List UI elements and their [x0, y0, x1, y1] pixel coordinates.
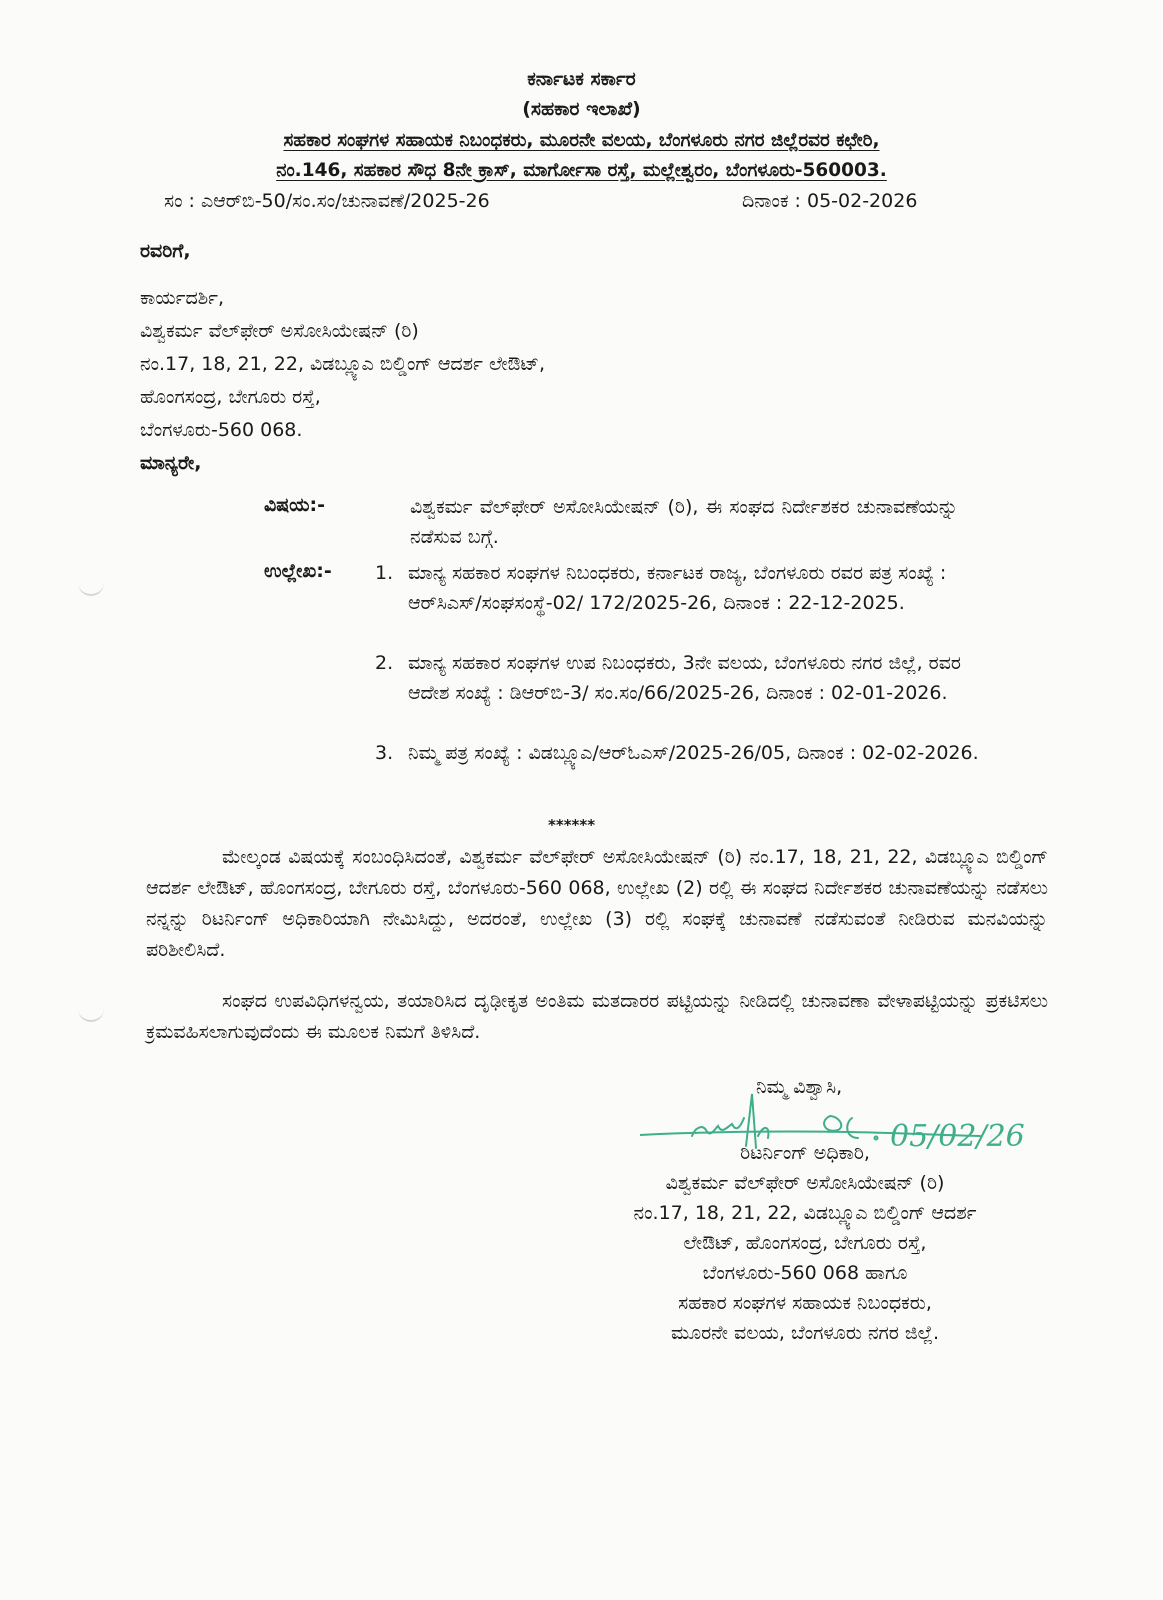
reference-number-1: 1. — [375, 562, 394, 584]
body-paragraph-1-text: ಮೇಲ್ಕಂಡ ವಿಷಯಕ್ಕೆ ಸಂಬಂಧಿಸಿದಂತೆ, ವಿಶ್ವಕರ್ಮ ವೆಲ್‌ಫೇರ್ ಅಸೋಸಿಯೇಷನ್ (ರಿ) ನಂ.17, 18, 21, 22, ವಿಡಬ್ಲ್ಯೂಎ ಬಿಲ್ಡಿಂಗ್ ಆದರ್ಶ ಲೇಔಟ್, ಹೊಂಗಸಂದ್ರ, ಬೇಗೂರು ರಸ್ತೆ, ಬೆಂಗಳೂರು-560 068, ಉಲ್ಲೇಖ (2) ರಲ್ಲಿ ಈ ಸಂಘದ ನಿರ್ದೇಶಕರ ಚುನಾವಣೆಯನ್ನು ನಡೆಸಲು ನನ್ನನ್ನು ರಿಟರ್ನಿಂಗ್ ಅಧಿಕಾರಿಯಾಗಿ ನೇಮಿಸಿದ್ದು, ಅದರಂತೆ, ಉಲ್ಲೇಖ (3) ರಲ್ಲಿ ಸಂಘಕ್ಕೆ ಚುನಾವಣೆ ನಡೆಸುವಂತೆ ನೀಡಿರುವ ಮನವಿಯನ್ನು ಪರಿಶೀಲಿಸಿದೆ. — [146, 846, 1048, 961]
signatory-line: ಬೆಂಗಳೂರು-560 068 ಹಾಗೂ — [702, 1262, 908, 1284]
to-label: ರವರಿಗೆ, — [140, 240, 191, 262]
punch-hole-mark — [78, 998, 104, 1022]
reference-text-3: ನಿಮ್ಮ ಪತ್ರ ಸಂಖ್ಯೆ : ವಿಡಬ್ಲ್ಯೂಎ/ಆರ್‌ಓಎಸ್/2025-26/05, ದಿನಾಂಕ : 02-02-2026. — [408, 742, 979, 764]
signature-date: 05/02/26 — [890, 1119, 1025, 1154]
body-paragraph-2-text: ಸಂಘದ ಉಪವಿಧಿಗಳನ್ವಯ, ತಯಾರಿಸಿದ ದೃಢೀಕೃತ ಅಂತಿಮ ಮತದಾರರ ಪಟ್ಟಿಯನ್ನು ನೀಡಿದಲ್ಲಿ ಚುನಾವಣಾ ವೇಳಾಪಟ್ಟಿಯನ್ನು ಪ್ರಕಟಿಸಲು ಕ್ರಮವಹಿಸಲಾಗುವುದೆಂದು ಈ ಮೂಲಕ ನಿಮಗೆ ತಿಳಿಸಿದೆ. — [146, 990, 1048, 1043]
addressee-block — [140, 282, 545, 447]
separator-asterisks: ****** — [548, 816, 596, 834]
letter-date: ದಿನಾಂಕ : 05-02-2026 — [742, 190, 918, 212]
header-department: (ಸಹಕಾರ ಇಲಾಖೆ) — [522, 98, 641, 120]
addressee-line: ಕಾರ್ಯದರ್ಶಿ, — [140, 287, 225, 309]
header-office: ಸಹಕಾರ ಸಂಘಗಳ ಸಹಾಯಕ ನಿಬಂಧಕರು, ಮೂರನೇ ವಲಯ, ಬೆಂಗಳೂರು ನಗರ ಜಿಲ್ಲೆರವರ ಕಛೇರಿ, — [283, 130, 880, 151]
body-paragraph-2 — [146, 986, 1048, 1048]
signatory-line: ಲೇಔಟ್, ಹೊಂಗಸಂದ್ರ, ಬೇಗೂರು ರಸ್ತೆ, — [683, 1232, 927, 1254]
addressee-line: ಬೆಂಗಳೂರು-560 068. — [140, 419, 303, 441]
reference-number-3: 3. — [375, 742, 394, 764]
signatory-block — [590, 1138, 1020, 1348]
header-government: ಕರ್ನಾಟಕ ಸರ್ಕಾರ — [527, 68, 636, 90]
reference-item — [375, 648, 985, 740]
body-paragraph-1 — [146, 842, 1048, 966]
header-address: ನಂ.146, ಸಹಕಾರ ಸೌಧ 8ನೇ ಕ್ರಾಸ್, ಮಾರ್ಗೋಸಾ ರಸ್ತೆ, ಮಲ್ಲೇಶ್ವರಂ, ಬೆಂಗಳೂರು-560003. — [276, 160, 887, 181]
addressee-line: ವಿಶ್ವಕರ್ಮ ವೆಲ್‌ಫೇರ್ ಅಸೋಸಿಯೇಷನ್ (ರಿ) — [140, 320, 419, 342]
reference-label: ಉಲ್ಲೇಖ:- — [264, 560, 332, 582]
reference-text-2: ಮಾನ್ಯ ಸಹಕಾರ ಸಂಘಗಳ ಉಪ ನಿಬಂಧಕರು, 3ನೇ ವಲಯ, ಬೆಂಗಳೂರು ನಗರ ಜಿಲ್ಲೆ, ರವರ ಆದೇಶ ಸಂಖ್ಯೆ : ಡಿಆರ್‌ಬಿ-3/ ಸಂ.ಸಂ/66/2025-26, ದಿನಾಂಕ : 02-01-2026. — [408, 652, 961, 704]
signatory-line: ವಿಶ್ವಕರ್ಮ ವೆಲ್‌ಫೇರ್ ಅಸೋಸಿಯೇಷನ್ (ರಿ) — [665, 1172, 945, 1194]
salutation: ಮಾನ್ಯರೇ, — [140, 452, 202, 474]
signatory-line: ನಂ.17, 18, 21, 22, ವಿಡಬ್ಲ್ಯೂಎ ಬಿಲ್ಡಿಂಗ್ ಆದರ್ಶ — [633, 1202, 977, 1224]
reference-number-2: 2. — [375, 652, 394, 674]
reference-text-1: ಮಾನ್ಯ ಸಹಕಾರ ಸಂಘಗಳ ನಿಬಂಧಕರು, ಕರ್ನಾಟಕ ರಾಜ್ಯ, ಬೆಂಗಳೂರು ರವರ ಪತ್ರ ಸಂಖ್ಯೆ : ಆರ್‌ಸಿಎಸ್/ಸಂಘಸಂಸ್ಥೆ-02/ 172/2025-26, ದಿನಾಂಕ : 22-12-2025. — [408, 562, 947, 614]
signatory-title: ರಿಟರ್ನಿಂಗ್ ಅಧಿಕಾರಿ, — [740, 1142, 870, 1164]
punch-hole-mark — [78, 572, 104, 596]
reference-item — [375, 558, 985, 650]
signatory-line: ಮೂರನೇ ವಲಯ, ಬೆಂಗಳೂರು ನಗರ ಜಿಲ್ಲೆ. — [670, 1322, 940, 1344]
reference-number: ಸಂ : ಎಆರ್‌ಬಿ-50/ಸಂ.ಸಂ/ಚುನಾವಣೆ/2025-26 — [164, 190, 490, 212]
reference-item — [375, 738, 985, 800]
closing: ನಿಮ್ಮ ವಿಶ್ವಾಸಿ, — [756, 1076, 843, 1098]
signatory-line: ಸಹಕಾರ ಸಂಘಗಳ ಸಹಾಯಕ ನಿಬಂಧಕರು, — [678, 1292, 932, 1314]
addressee-line: ನಂ.17, 18, 21, 22, ವಿಡಬ್ಲ್ಯೂಎ ಬಿಲ್ಡಿಂಗ್ ಆದರ್ಶ ಲೇಔಟ್, — [140, 353, 546, 375]
addressee-line: ಹೊಂಗಸಂದ್ರ, ಬೇಗೂರು ರಸ್ತೆ, — [140, 386, 321, 408]
subject-label: ವಿಷಯ:- — [264, 494, 326, 516]
subject-text: ವಿಶ್ವಕರ್ಮ ವೆಲ್‌ಫೇರ್ ಅಸೋಸಿಯೇಷನ್ (ರಿ), ಈ ಸಂಘದ ನಿರ್ದೇಶಕರ ಚುನಾವಣೆಯನ್ನು ನಡೆಸುವ ಬಗ್ಗೆ. — [410, 496, 958, 548]
